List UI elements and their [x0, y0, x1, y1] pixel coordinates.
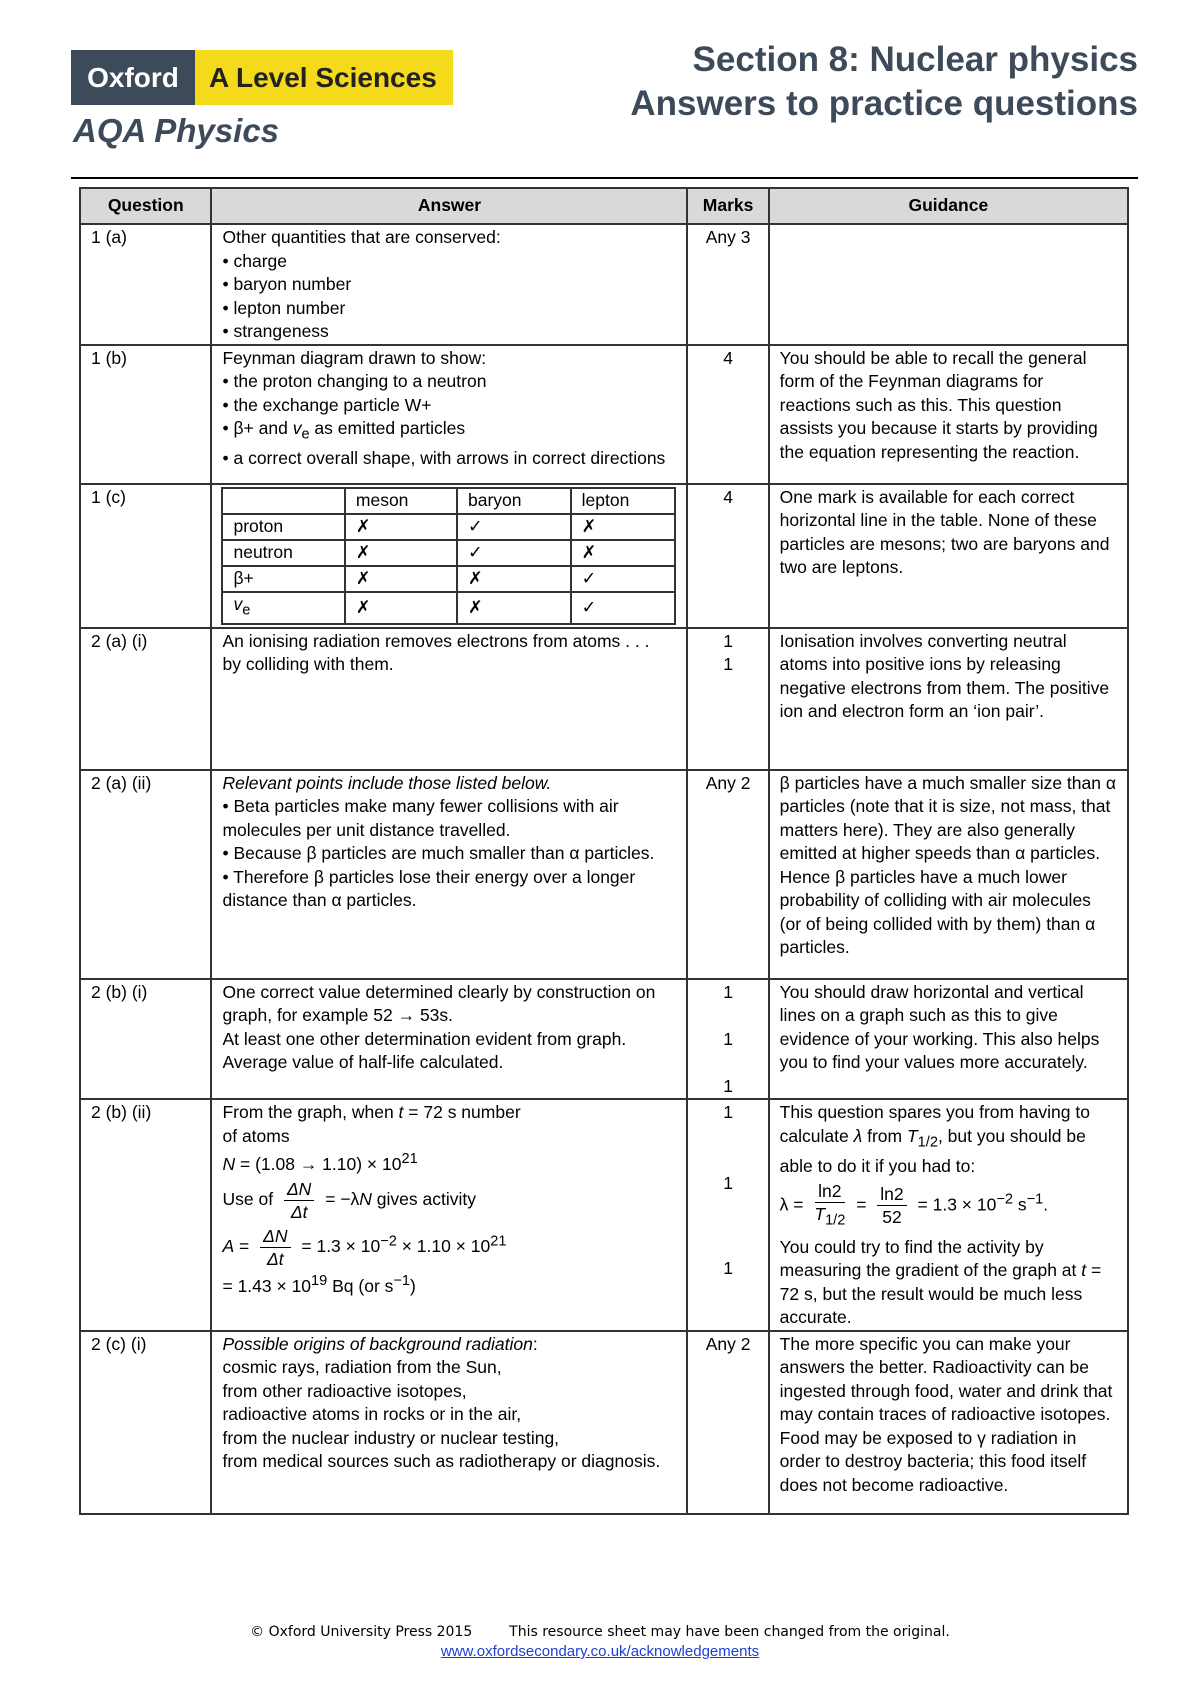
text-fragment: λ =: [779, 1194, 809, 1215]
numerator: ln2: [815, 1180, 844, 1203]
text-fragment: s: [1012, 1194, 1027, 1215]
exponent: −2: [996, 1191, 1013, 1208]
denominator: [267, 1248, 284, 1270]
answer-line: [222, 1101, 676, 1125]
guidance-cell: The more specific you can make your answers the better. Radioactivity can be ingested through food, water and drink that may contain traces of radioactive isotopes. Food may be exposed to γ radiation in order to destroy bacteria; this food itself does not become radioactive.: [769, 1331, 1128, 1514]
text-fragment: , but you should be able to do it if you had to:: [779, 1125, 1086, 1176]
particle-label: β+: [233, 567, 254, 588]
text-fragment: Use of: [222, 1189, 278, 1210]
fraction-dN-dt: [260, 1225, 290, 1270]
variable-T: T: [906, 1125, 918, 1146]
variable-lambda: λ: [853, 1125, 863, 1146]
answer-cell: [211, 484, 687, 628]
text-fragment: =: [851, 1194, 872, 1215]
denominator: [814, 1203, 845, 1232]
table-row: [80, 484, 1128, 628]
lepton-mark: ✗: [571, 514, 676, 540]
exponent: −2: [380, 1233, 397, 1250]
lepton-mark: ✓: [571, 566, 676, 592]
guidance-cell: Ionisation involves converting neutral atoms into positive ions by releasing negative electrons from them. The positive ion and electron form an ‘ion pair’.: [769, 628, 1128, 770]
neutrino-subscript: e: [301, 426, 310, 443]
text-fragment: = 72 s number: [403, 1102, 521, 1122]
table-row: [80, 1331, 1128, 1514]
fraction-ln2-T: [814, 1180, 845, 1232]
delta-N: ΔN: [263, 1226, 288, 1247]
variable-N: N: [359, 1189, 372, 1210]
exponent: 21: [401, 1151, 418, 1167]
answer-cell: [211, 345, 687, 484]
text-fragment: = 1.43 × 10: [222, 1276, 312, 1297]
table-row: [80, 224, 1128, 345]
answer-intro: Relevant points include those listed below.: [222, 772, 552, 793]
text-fragment: .: [1043, 1194, 1049, 1215]
baryon-mark: ✓: [457, 514, 571, 540]
question-cell: 2 (b) (i): [80, 979, 211, 1100]
inner-row-neutrino: [222, 592, 675, 624]
numerator: [284, 1178, 314, 1201]
answers-table: [79, 187, 1129, 1515]
answer-intro: Possible origins of background radiation: [222, 1333, 533, 1354]
inner-row-beta-plus: [222, 566, 675, 592]
meson-mark: ✗: [345, 540, 457, 566]
table-row: [80, 345, 1128, 484]
variable-N: N: [222, 1153, 236, 1174]
marks-cell: [687, 1099, 768, 1331]
guidance-cell: One mark is available for each correct horizontal line in the table. None of these particles are mesons; two are baryons and two are leptons.: [769, 484, 1128, 628]
particle-name: [222, 540, 344, 566]
page-title: [630, 38, 1138, 126]
notice-text: This resource sheet may have been changed from the original.: [509, 1624, 950, 1640]
marks-cell: 4: [687, 345, 768, 484]
guidance-cell: [769, 224, 1128, 345]
guidance-text: [780, 1101, 1117, 1178]
variable-t: t: [398, 1102, 404, 1122]
title-line-1: Section 8: Nuclear physics: [692, 40, 1138, 79]
inner-header-cell: lepton: [571, 488, 676, 514]
table-header-row: [80, 188, 1128, 224]
logo-oxford-text: Oxford: [71, 50, 195, 105]
numerator: ln2: [877, 1183, 906, 1206]
answer-intro-line: [222, 1333, 676, 1357]
marks-cell: 4: [687, 484, 768, 628]
particle-name: [222, 566, 344, 592]
exponent: −1: [1026, 1191, 1044, 1208]
guidance-text: [780, 1236, 1117, 1330]
marks-cell: Any 2: [687, 1331, 768, 1514]
text-fragment: × 1.10 × 10: [396, 1236, 491, 1257]
marks-cell: Any 3: [687, 224, 768, 345]
text-fragment: gives activity: [371, 1189, 476, 1210]
table-row: [80, 628, 1128, 770]
question-cell: 2 (c) (i): [80, 1331, 211, 1514]
mark-value: 1: [723, 1102, 733, 1122]
text-fragment: You could try to find the activity by measuring the gradient of the graph at: [779, 1236, 1082, 1280]
baryon-mark: ✗: [457, 566, 571, 592]
meson-mark: ✗: [345, 566, 457, 592]
question-cell: 2 (a) (i): [80, 628, 211, 770]
variable-A: A: [222, 1236, 235, 1257]
header-divider: [71, 177, 1138, 179]
text-fragment: Bq (or s: [327, 1276, 394, 1297]
answer-line: of atoms: [222, 1125, 290, 1146]
answer-cell: One correct value determined clearly by construction on graph, for example 52 → 53s. At least one other determination evident from graph. Average value of half-life calculated.: [211, 979, 687, 1100]
baryon-mark: ✓: [457, 540, 571, 566]
answer-line: Feynman diagram drawn to show:: [222, 347, 487, 368]
variable-T: T: [814, 1204, 826, 1224]
text-fragment: :: [532, 1333, 538, 1354]
particle-name: [222, 514, 344, 540]
text-fragment: = 72 s, but the result would be much less accurate.: [779, 1260, 1102, 1327]
oxford-logo: [71, 50, 453, 105]
text-fragment: = 1.3 × 10: [296, 1236, 381, 1257]
answer-text: • Beta particles make many fewer collisions with air molecules per unit distance travelled. • Because β particles are much smaller than α particles. • Therefore β particles lose their energy over a longer distance than α particles.: [222, 796, 655, 910]
exponent: −1: [393, 1273, 411, 1290]
question-cell: 2 (a) (ii): [80, 770, 211, 979]
exponent: 19: [311, 1273, 328, 1290]
answer-line: [222, 1225, 676, 1270]
answer-cell: An ionising radiation removes electrons from atoms . . . by colliding with them.: [211, 628, 687, 770]
answer-cell: Other quantities that are conserved: • charge • baryon number • lepton number • strangeness: [211, 224, 687, 345]
logo-series-text: A Level Sciences: [195, 50, 453, 105]
denominator: 52: [882, 1207, 902, 1228]
title-line-2: Answers to practice questions: [630, 84, 1138, 123]
variable-t: t: [1081, 1260, 1087, 1280]
answer-line: • the proton changing to a neutron: [222, 371, 487, 391]
marks-cell: 1 1: [687, 628, 768, 770]
inner-header-cell: baryon: [457, 488, 571, 514]
inner-header-cell: [222, 488, 344, 514]
text-fragment: as emitted particles: [309, 418, 466, 438]
question-cell: 1 (b): [80, 345, 211, 484]
subscript: 1/2: [917, 1134, 938, 1150]
answer-line: [222, 1178, 676, 1223]
lepton-mark: ✗: [571, 540, 676, 566]
fraction-ln2-52: [877, 1183, 906, 1228]
answer-cell: [211, 770, 687, 979]
subscript: 1/2: [825, 1212, 846, 1229]
particle-classification-table: [221, 487, 676, 625]
marks-cell: Any 2: [687, 770, 768, 979]
meson-mark: ✗: [345, 592, 457, 624]
inner-header-cell: meson: [345, 488, 457, 514]
footer-line: [0, 1624, 1200, 1640]
baryon-mark: ✗: [457, 592, 571, 624]
copyright-text: © Oxford University Press 2015: [250, 1624, 473, 1640]
footer: [0, 1624, 1200, 1660]
marks-cell: 1 1 1: [687, 979, 768, 1100]
answer-line: • the exchange particle W+: [222, 394, 432, 415]
answer-line: [222, 417, 676, 447]
header-answer: Answer: [211, 188, 687, 224]
guidance-cell: You should be able to recall the general form of the Feynman diagrams for reactions such as this. This question assists you because it starts by providing the equation representing the reaction.: [769, 345, 1128, 484]
answer-text: cosmic rays, radiation from the Sun, from other radioactive isotopes, radioactive atoms in rocks or in the air, from the nuclear industry or nuclear testing, from medical sources such as radiotherapy or diagnosis.: [222, 1357, 661, 1471]
question-cell: 2 (b) (ii): [80, 1099, 211, 1331]
answer-line: [222, 1270, 676, 1298]
text-fragment: = −λ: [320, 1189, 360, 1210]
answer-cell: [211, 1099, 687, 1331]
table-row: [80, 770, 1128, 979]
delta-t: Δt: [290, 1202, 308, 1223]
question-cell: 1 (c): [80, 484, 211, 628]
numerator: [260, 1225, 290, 1248]
particle-name: [222, 592, 344, 624]
guidance-cell: You should draw horizontal and vertical lines on a graph such as this to give evidence of your working. This also helps you to find your values more accurately.: [769, 979, 1128, 1100]
fraction-dN-dt: [284, 1178, 314, 1223]
text-fragment: =: [234, 1236, 255, 1257]
exponent: 21: [490, 1233, 507, 1250]
guidance-equation: [780, 1180, 1117, 1232]
answer-line: • a correct overall shape, with arrows in correct directions: [222, 448, 666, 468]
particle-label: proton: [233, 515, 284, 536]
subject-title: AQA Physics: [73, 112, 280, 149]
inner-row-neutron: [222, 540, 675, 566]
particle-label: neutron: [233, 541, 293, 562]
text-fragment: • β+ and: [222, 418, 293, 438]
answer-line: [222, 1148, 676, 1176]
text-fragment: ): [410, 1276, 416, 1297]
guidance-cell: [769, 1099, 1128, 1331]
text-fragment: from: [862, 1125, 907, 1146]
header-guidance: Guidance: [769, 188, 1128, 224]
text-fragment: This question spares you from having to calculate: [779, 1102, 1090, 1146]
guidance-cell: β particles have a much smaller size than α particles (note that it is size, not mass, that matters here). They are also generally emitted at higher speeds than α particles. Hence β particles have a much lower probability of colliding with air molecules (or of being collided with by them) than α particles.: [769, 770, 1128, 979]
acknowledgements-link[interactable]: www.oxfordsecondary.co.uk/acknowledgements: [440, 1643, 760, 1660]
text-fragment: = 1.3 × 10: [912, 1194, 997, 1215]
question-cell: 1 (a): [80, 224, 211, 345]
lepton-mark: ✓: [571, 592, 676, 624]
mark-value: 1: [723, 1258, 733, 1278]
particle-subscript: e: [242, 602, 251, 618]
table-row: [80, 1099, 1128, 1331]
header-marks: Marks: [687, 188, 768, 224]
particle-label: v: [233, 593, 243, 614]
neutrino-symbol: v: [292, 418, 302, 438]
meson-mark: ✗: [345, 514, 457, 540]
inner-row-proton: [222, 514, 675, 540]
delta-t: Δt: [267, 1249, 284, 1270]
inner-header-row: [222, 488, 675, 514]
delta-N: ΔN: [286, 1179, 312, 1200]
answer-cell: [211, 1331, 687, 1514]
denominator: [291, 1201, 308, 1223]
header-question: Question: [80, 188, 211, 224]
text-fragment: From the graph, when: [222, 1102, 399, 1122]
text-fragment: = (1.08 → 1.10) × 10: [235, 1153, 402, 1174]
table-row: [80, 979, 1128, 1100]
mark-value: 1: [723, 1172, 733, 1193]
